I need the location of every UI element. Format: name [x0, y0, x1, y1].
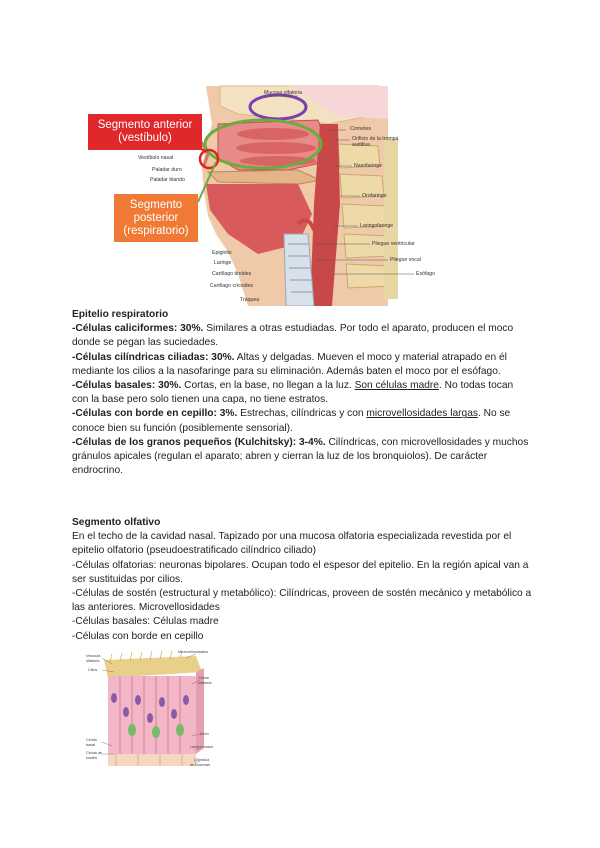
callout-anterior-line2: (vestíbulo) [118, 132, 172, 144]
term: -Células con borde en cepillo: 3%. [72, 408, 238, 420]
section-segmento-olfativo [72, 516, 532, 644]
paragraph: En el techo de la cavidad nasal. Tapizado por una mucosa olfatoria especializada revestida por el epitelio olfatorio (pseudoestratificado cilíndrico ciliado) [72, 531, 512, 557]
label-olfatoria: olfatoria [86, 659, 100, 663]
label-glandula: Glándula [194, 758, 210, 762]
description: Estrechas, cilíndricas y con [237, 408, 367, 420]
description: Similares a otras estudiadas. Por todo el aparato, producen el moco donde se pegan las suciedades. [72, 323, 514, 349]
term: -Células de los granos pequeños (Kulchitsky): 3-4%. [72, 436, 326, 448]
label-cilios: Cilios [88, 668, 98, 672]
callout-anterior [88, 114, 202, 150]
paragraph: -Células basales: Células madre [72, 616, 219, 628]
olfactory-epithelium-illustration [86, 650, 212, 772]
label-orofaringe: Orofaringe [362, 193, 387, 199]
term: -Células basales: 30%. [72, 380, 182, 392]
nasal-cavity-figure [88, 84, 448, 306]
label-epiglotis: Epiglotis [212, 250, 232, 256]
label-traquea: Tráquea [240, 297, 260, 303]
label-microvellosidades: Microvellosidades [178, 650, 209, 654]
label-basal: basal [86, 743, 96, 747]
label-axon: Axón [200, 732, 209, 736]
callout-posterior-line2: posterior [133, 211, 179, 224]
paragraph: -Células de sostén (estructural y metabólico): Cilíndricas, proveen de sostén mecánico y metabólico a las anteriores. Microvellosidades [72, 588, 532, 614]
section-title: Segmento olfativo [72, 517, 161, 528]
label-vesicula: Vesícula [86, 654, 101, 658]
label-celula-right: Célula [198, 676, 209, 680]
section-title: Epitelio respiratorio [72, 309, 169, 320]
label-celula-de: Célula de [86, 751, 103, 755]
label-pliegue-ventricular: Pliegue ventricular [372, 241, 415, 247]
label-cartilago-cricoides: Cartílago cricoides [210, 283, 253, 289]
label-mucosa-olfatoria: Mucosa olfatoria [264, 90, 303, 96]
description: Cortas, en la base, no llegan a la luz. [181, 380, 355, 392]
callout-posterior-line1: Segmento [129, 198, 183, 211]
paragraph [72, 351, 532, 379]
description: Cilíndricas, con microvellosidades y muchos gránulos apicales (regulan el aparato; abren y cierran la luz de los bronquiolos). De carácter endrocrino. [72, 436, 529, 477]
underlined-text: microvellosidades largas [366, 408, 478, 420]
label-esofago: Esófago [416, 271, 436, 277]
label-celula: Célula [86, 738, 97, 742]
description: . No se conoce bien su función (posiblemente sensorial). [72, 408, 511, 434]
term: -Células cilíndricas ciliadas: 30%. [72, 351, 235, 363]
paragraph [72, 322, 532, 350]
label-sosten: sostén [86, 756, 98, 760]
label-auditiva: auditiva [352, 142, 370, 148]
label-pliegue-vocal: Pliegue vocal [390, 257, 421, 263]
paragraph [72, 436, 532, 479]
label-orificio-trompa: Orificio de la trompa [352, 136, 399, 142]
label-paladar-duro: Paladar duro [152, 167, 182, 173]
label-cartilago-tiroides: Cartílago tiroides [212, 271, 252, 277]
label-nasofaringe: Nasofaringe [354, 163, 382, 169]
label-paladar-blando: Paladar blando [150, 177, 185, 183]
paragraph: -Células con borde en cepillo [72, 630, 204, 642]
label-de-bowman: de Bowman [190, 763, 211, 767]
label-lamina-basal: Lámina basal [190, 745, 213, 749]
label-vestibulo-nasal: Vestíbulo nasal [138, 155, 174, 161]
label-cornetes: Cornetes [350, 126, 372, 132]
olfactory-epithelium-figure [86, 650, 212, 772]
description: Altas y delgadas. Mueven el moco y material atrapado en él mediante los cilios a la nasofaringe para su eliminación. Además baten el moco por el esófago. [72, 351, 507, 377]
description: . No todas tocan con la base pero solo tienen una capa, no tiene estratos. [72, 380, 514, 406]
paragraph: -Células olfatorias: neuronas bipolares. Ocupan todo el espesor del epitelio. En la región apical van a ser sustituidas por cilios. [72, 559, 529, 585]
callout-anterior-line1: Segmento anterior [97, 119, 193, 131]
section-epitelio-respiratorio [72, 308, 532, 478]
paragraph [72, 379, 532, 407]
callout-posterior-line3: (respiratorio) [123, 224, 189, 237]
label-laringofaringe: Laringofaringe [360, 223, 394, 229]
callout-posterior [114, 194, 198, 242]
term: -Células caliciformes: 30%. [72, 323, 204, 335]
paragraph [72, 407, 532, 435]
label-olfatoria-right: olfatoria [198, 681, 212, 685]
label-laringe: Laringe [214, 260, 232, 266]
underlined-text: Son células madre [354, 380, 439, 392]
